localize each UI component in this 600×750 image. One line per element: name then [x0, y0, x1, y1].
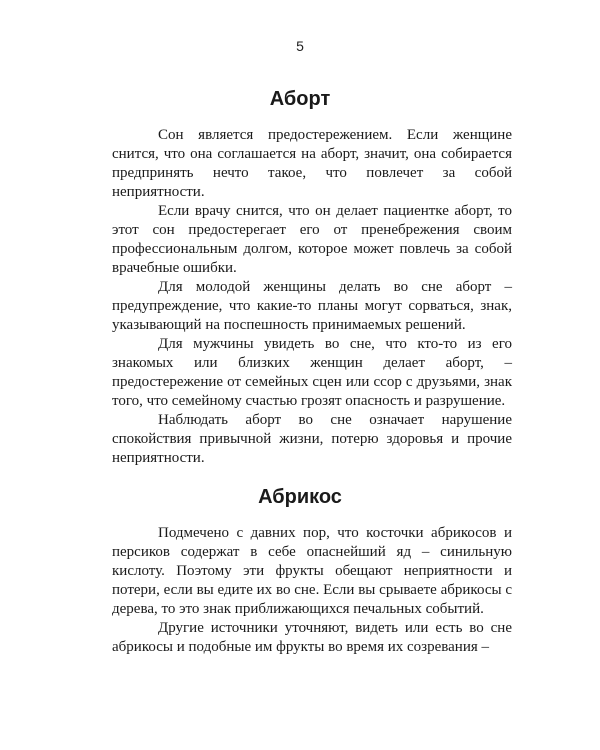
- page-number: 5: [296, 38, 304, 54]
- section-body-apricot: [112, 524, 512, 657]
- section-title-apricot: Абрикос: [258, 486, 342, 508]
- paragraph: Сон является предостережением. Если женщине снится, что она соглашается на аборт, значит, она собирается предпринять нечто такое, что повлечет за собой неприятности.: [112, 127, 512, 200]
- paragraph: Если врачу снится, что он делает пациентке аборт, то этот сон предостерегает его от пренебрежения своим профессиональным долгом, которое может повлечь за собой врачебные ошибки.: [112, 203, 512, 276]
- paragraph: Наблюдать аборт во сне означает нарушение спокойствия привычной жизни, потерю здоровья и прочие неприятности.: [112, 412, 512, 466]
- paragraph: Другие источники уточняют, видеть или есть во сне абрикосы и подобные им фрукты во время их созревания –: [112, 620, 512, 655]
- paragraph: Подмечено с давних пор, что косточки абрикосов и персиков содержат в себе опаснейший яд – синильную кислоту. Поэтому эти фрукты обещают неприятности и потери, если вы едите их во сне. Если вы срываете абрикосы с дерева, то это знак приближающихся печальных событий.: [112, 525, 512, 617]
- section-body-abort: [112, 126, 512, 468]
- paragraph: Для молодой женщины делать во сне аборт – предупреждение, что какие-то планы могут сорваться, знак, указывающий на поспешность принимаемых решений.: [112, 279, 512, 333]
- paragraph: Для мужчины увидеть во сне, что кто-то из его знакомых или близких женщин делает аборт, – предостережение от семейных сцен или ссор с друзьями, знак того, что семейному счастью грозят опасность и разрушение.: [112, 336, 512, 409]
- section-title-abort: Аборт: [269, 88, 331, 110]
